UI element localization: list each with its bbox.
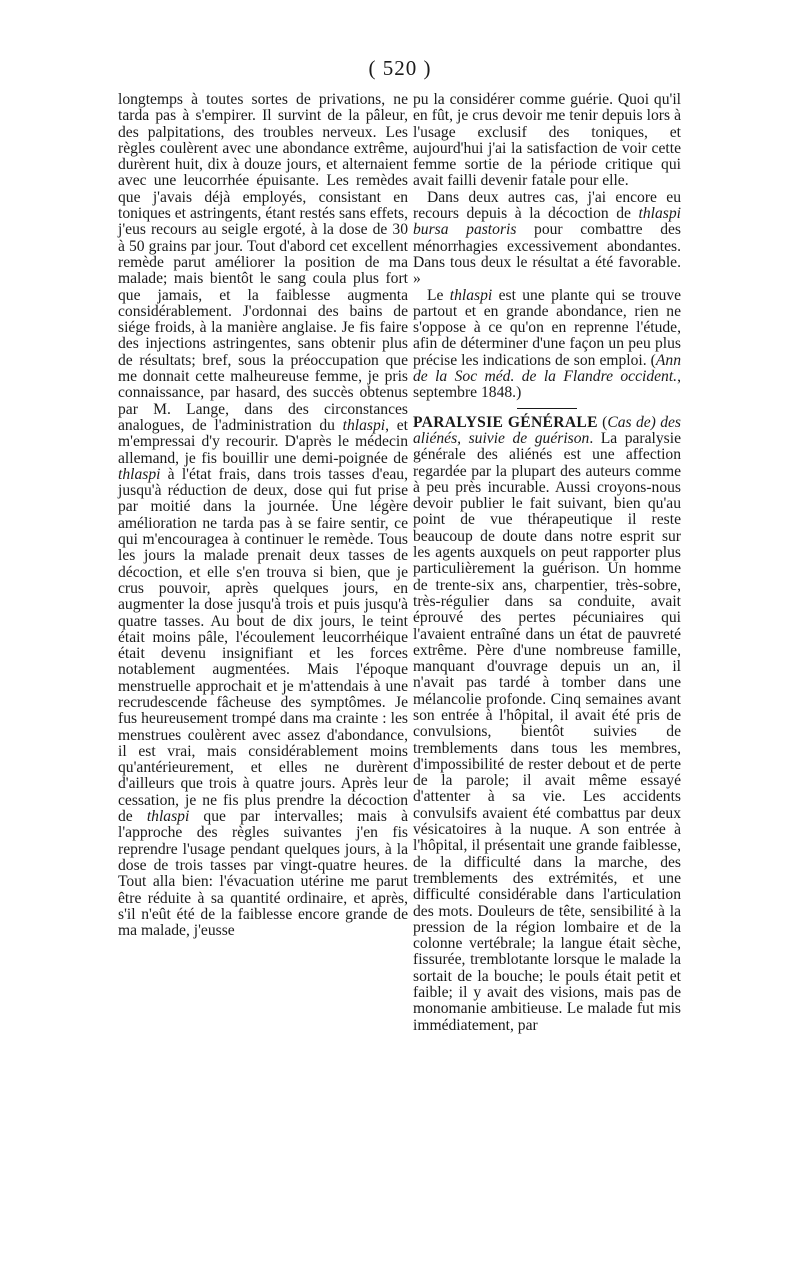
- section-divider: [517, 408, 577, 409]
- body-text: pour combattre des ménorrhagies excessivement abondantes. Dans tous deux le résultat a été favorable. »: [413, 221, 681, 288]
- paragraph: [413, 190, 681, 288]
- body-text: , et m'empressai d'y recourir. D'après le médecin allemand, je fis bouillir une demi-poignée de: [118, 416, 408, 467]
- italic-text: thlaspi: [146, 808, 190, 826]
- italic-text: Ann de la Soc méd. de la Flandre occident.: [413, 351, 681, 386]
- body-text: , septembre 1848.): [413, 368, 681, 402]
- italic-text: thlaspi: [449, 286, 493, 304]
- body-text: que par intervalles; mais à l'approche des règles suivantes j'en fis reprendre l'usage pendant quelques jours, à la dose de trois tasses par vingt-quatre heures. Tout alla bien: l'évacuation utérine me parut être réduite à sa quantité ordinaire, et après, s'il n'eût été de la faiblesse encore grande de ma malade, j'eusse: [118, 808, 408, 940]
- body-text: Dans deux autres cas, j'ai encore eu recours depuis à la décoction de: [413, 188, 681, 223]
- italic-text: thlaspi: [342, 416, 386, 434]
- article-heading: PARALYSIE GÉNÉRALE: [413, 413, 598, 431]
- body-text: longtemps à toutes sortes de privations, ne tarda pas à s'empirer. Il survint de la pâleur, des palpitations, des troubles nerveux. Les règles coulèrent avec une abondance extrême, durèrent huit, dix à douze jours, et alternaient avec une leucorrhée épuisante. Les remèdes que j'avais déjà employés, consistant en toniques et astringents, étant restés sans effets, j'eus recours au seigle ergoté, à la dose de 30 à 50 grains par jour. Tout d'abord cet excellent remède parut améliorer la position de ma malade; mais bientôt le sang coula plus fort que jamais, et la faiblesse augmenta considérablement. J'ordonnai des bains de siége froids, à la manière anglaise. Je fis faire des injections astringentes, sans obtenir plus de résultats; bref, sous la préoccupation que me donnait cette malheureuse femme, je pris connaissance, par hasard, des succès obtenus par M. Lange, dans des circonstances analogues, de l'administration du: [118, 91, 408, 434]
- paragraph: [413, 92, 681, 190]
- article-heading-subtitle: Cas de) des aliénés, suivie de guérison: [413, 413, 682, 447]
- body-text: pu la considérer comme guérie. Quoi qu'il en fût, je crus devoir me tenir depuis lors à l'usage exclusif des toniques, et aujourd'hui j'ai la satisfaction de voir cette femme sortie de la période critique qui avait failli devenir fatale pour elle.: [413, 91, 681, 190]
- paragraph: [118, 92, 408, 939]
- right-column-paragraphs: [413, 92, 681, 402]
- body-text: à l'état frais, dans trois tasses d'eau, jusqu'à réduction de deux, dose qui fut prise par moitié dans la journée. Une légère amélioration ne tarda pas à se faire sentir, ce qui m'encouragea à continuer le remède. Tous les jours la malade prenait deux tasses de décoction, et elle s'en trouva si bien, que je crus pouvoir, après quelques jours, en augmenter la dose jusqu'à trois et puis jusqu'à quatre tasses. Au bout de dix jours, le teint était moins pâle, l'écoulement leucorrhéique était devenu insignifiant et les forces notablement augmentées. Mais l'époque menstruelle approchait et je m'attendais à une recrudescende fâcheuse des symptômes. Je fus heureusement trompé dans ma crainte : les menstrues coulèrent avec assez d'abondance, il est vrai, mais considérablement moins qu'antérieurement, et elles ne durèrent d'ailleurs que trois à quatre jours. Après leur cessation, je ne fis plus prendre la décoction de: [118, 465, 408, 826]
- paragraph: [413, 288, 681, 402]
- article-paralysie: [413, 415, 681, 1034]
- page-number: ( 520 ): [368, 56, 432, 80]
- article-body: [413, 430, 681, 1034]
- body-text: est une plante qui se trouve partout et en grande abondance, rien ne s'oppose à ce qu'on en reprenne l'étude, afin de déterminer d'une façon un peu plus précise les indications de son emploi. (: [413, 286, 681, 369]
- body-text: La paralysie générale des aliénés est une affection regardée par la plupart des auteurs comme à peu près incurable. Aussi croyons-nous devoir publier le fait suivant, bien qu'au point de vue thérapeutique il reste beaucoup de doute dans notre esprit sur les agents auxquels on peut rapporter plus particulièrement la guérison. Un homme de trente-six ans, charpentier, très-sobre, très-régulier dans sa conduite, avait éprouvé des pertes pécuniaires qui l'avaient entraîné dans un état de pauvreté extrême. Père d'une nombreuse famille, manquant d'ouvrage depuis un an, il n'avait pas tardé à tomber dans une mélancolie profonde. Cinq semaines avant son entrée à l'hôpital, il avait été pris de convulsions, bientôt suivies de tremblements dans tous les membres, d'impossibilité de rester debout et de perte de la parole; il avait même essayé d'attenter à sa vie. Les accidents convulsifs avaient été combattus par deux vésicatoires à la nuque. A son entrée à l'hôpital, il présentait une grande faiblesse, de la difficulté dans la marche, des tremblements des extrémités, et une difficulté considérable dans l'articulation des mots. Douleurs de tête, sensibilité à la pression de la région lombaire et de la colonne vertébrale; la langue était sèche, fissurée, tremblotante lorsque le malade la sortait de la bouche; le pouls était petit et faible; il y avait des visions, mais pas de monomanie ambitieuse. Le malade fut mis immédiatement, par: [413, 429, 681, 1034]
- italic-text: thlaspi: [118, 465, 161, 483]
- article-heading-paren: (: [597, 413, 608, 431]
- italic-text: thlaspi bursa pastoris: [413, 205, 681, 239]
- left-column: [118, 92, 408, 939]
- body-text: Le: [427, 286, 450, 304]
- article-heading-end: .: [589, 429, 601, 447]
- right-column: [413, 92, 681, 1034]
